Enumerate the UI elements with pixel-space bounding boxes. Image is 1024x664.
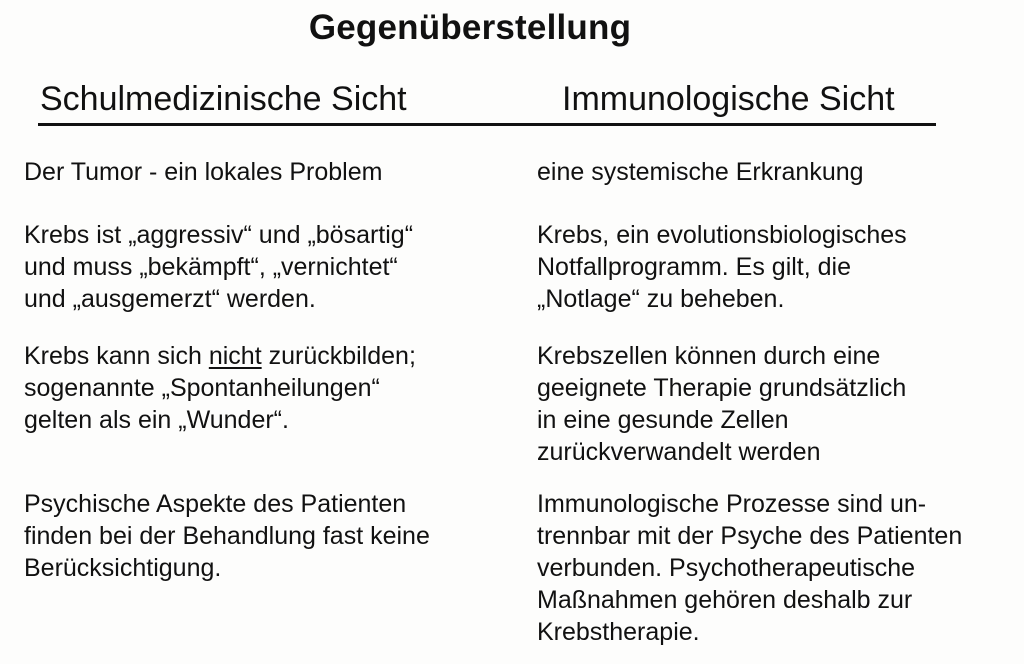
row-3-immunological [537, 340, 906, 468]
text-line: „Notlage“ zu beheben. [537, 285, 785, 313]
text-segment: Krebs kann sich [24, 342, 209, 370]
text-line: Krebs, ein evolutionsbiologisches [537, 221, 907, 249]
row-4-conventional [24, 488, 430, 584]
column-heading-conventional: Schulmedizinische Sicht [40, 80, 407, 118]
text-line: zurückverwandelt werden [537, 438, 821, 466]
underlined-word: nicht [208, 342, 262, 370]
text-line: Maßnahmen gehören deshalb zur [537, 586, 913, 614]
row-4-immunological [537, 488, 962, 648]
text-line: Der Tumor - ein lokales Problem [24, 158, 383, 186]
row-1-conventional [24, 156, 382, 188]
text-line: gelten als ein „Wunder“. [24, 406, 289, 434]
text-line: verbunden. Psychotherapeutische [537, 554, 916, 582]
row-2-immunological [537, 219, 907, 315]
text-segment: zurückbilden; [261, 342, 416, 370]
text-line: eine systemische Erkrankung [537, 158, 864, 186]
text-line: in eine gesunde Zellen [537, 406, 789, 434]
text-line: Krebszellen können durch eine [537, 342, 881, 370]
column-heading-immunological: Immunologische Sicht [562, 80, 895, 118]
text-line: und muss „bekämpft“, „vernichtet“ [24, 253, 398, 281]
text-line: Krebs ist „aggressiv“ und „bösartig“ [24, 221, 414, 249]
page-title: Gegenüberstellung [308, 8, 632, 47]
heading-underline-rule [38, 123, 936, 126]
text-line: finden bei der Behandlung fast keine [24, 522, 430, 550]
text-line: trennbar mit der Psyche des Patienten [537, 522, 963, 550]
text-line: Notfallprogramm. Es gilt, die [537, 253, 852, 281]
text-line: Berücksichtigung. [24, 554, 222, 582]
text-line: Psychische Aspekte des Patienten [24, 490, 407, 518]
row-2-conventional [24, 219, 413, 315]
text-line [24, 340, 416, 372]
row-3-conventional [24, 340, 416, 436]
text-line: geeignete Therapie grundsätzlich [537, 374, 907, 402]
text-line: Immunologische Prozesse sind un- [537, 490, 927, 518]
text-line: sogenannte „Spontanheilungen“ [24, 374, 380, 402]
row-1-immunological [537, 156, 864, 188]
text-line: Krebstherapie. [537, 618, 700, 646]
text-line: und „ausgemerzt“ werden. [24, 285, 316, 313]
